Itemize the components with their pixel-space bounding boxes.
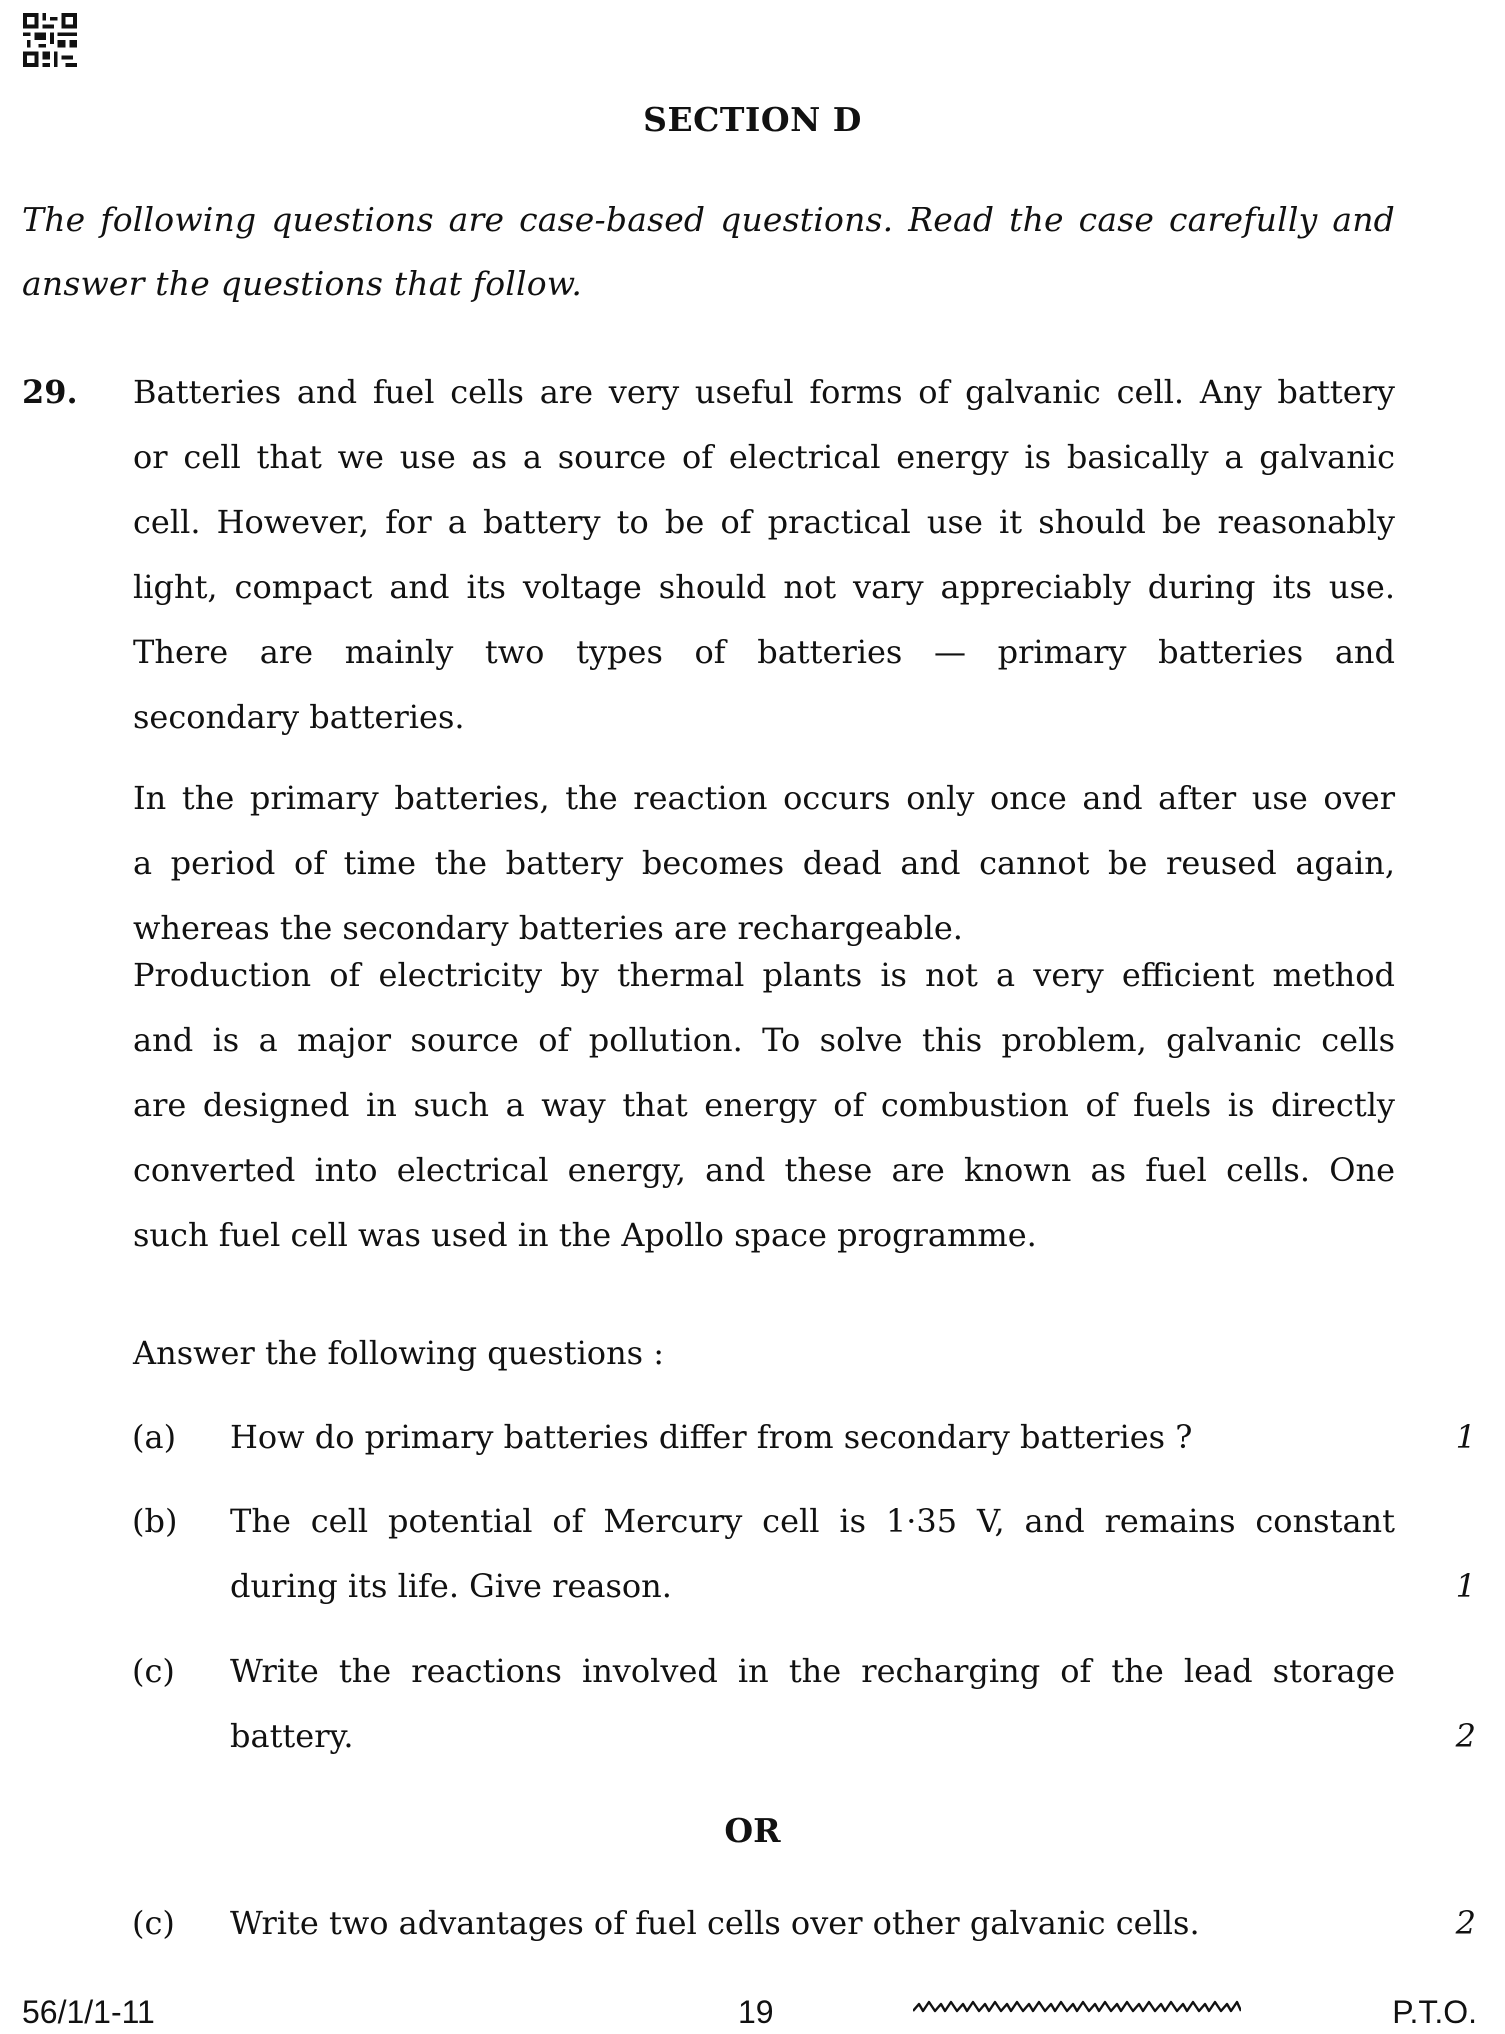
instructions-line-2: answer the questions that follow.: [22, 264, 583, 303]
text-line: Write two advantages of fuel cells over other galvanic cells.: [230, 1904, 1200, 1942]
qr-code-icon: [22, 13, 78, 67]
case-paragraph-1: [133, 360, 1395, 750]
text-line: whereas the secondary batteries are rechargeable.: [133, 909, 963, 947]
text-line: light, compact and its voltage should not vary appreciably during its use.: [133, 568, 1395, 606]
subquestion-c-label: (c): [132, 1652, 175, 1690]
subquestion-c-marks: 2: [1455, 1717, 1476, 1755]
text-line: In the primary batteries, the reaction occurs only once and after use over: [133, 779, 1395, 817]
question-number: 29.: [22, 373, 78, 411]
page-number: 19: [738, 1994, 774, 2030]
text-line: cell. However, for a battery to be of practical use it should be reasonably: [133, 503, 1395, 541]
alternative-c-text: [230, 1891, 1395, 1956]
answer-instruction: [133, 1321, 1395, 1386]
text-line: during its life. Give reason.: [230, 1567, 672, 1605]
instruction-text: Answer the following questions :: [133, 1334, 665, 1372]
text-line: How do primary batteries differ from secondary batteries ?: [230, 1418, 1193, 1456]
text-line: battery.: [230, 1717, 354, 1755]
paper-code: 56/1/1-11: [22, 1994, 155, 2030]
text-line: Production of electricity by thermal plants is not a very efficient method: [133, 956, 1395, 994]
instructions-line-1: The following questions are case-based questions. Read the case carefully and: [22, 200, 1395, 239]
subquestion-a-marks: 1: [1455, 1418, 1476, 1456]
subquestion-c-text: [230, 1639, 1395, 1769]
case-paragraph-3: [133, 943, 1395, 1268]
alternative-c-label: (c): [132, 1904, 175, 1942]
text-line: such fuel cell was used in the Apollo space programme.: [133, 1216, 1037, 1254]
please-turn-over-label: P.T.O.: [1392, 1994, 1477, 2030]
subquestion-a-text: [230, 1405, 1395, 1470]
wavy-line-decoration-icon: [913, 1996, 1241, 2018]
text-line: Batteries and fuel cells are very useful forms of galvanic cell. Any battery: [133, 373, 1395, 411]
subquestion-b-text: [230, 1489, 1395, 1619]
subquestion-b-label: (b): [132, 1502, 178, 1540]
text-line: a period of time the battery becomes dead and cannot be reused again,: [133, 844, 1395, 882]
text-line: Write the reactions involved in the recharging of the lead storage: [230, 1652, 1395, 1690]
or-separator: OR: [724, 1811, 781, 1850]
subquestion-a-label: (a): [132, 1418, 177, 1456]
section-instructions: [22, 188, 1395, 316]
text-line: and is a major source of pollution. To solve this problem, galvanic cells: [133, 1021, 1395, 1059]
alternative-c-marks: 2: [1455, 1904, 1476, 1942]
text-line: secondary batteries.: [133, 698, 465, 736]
text-line: The cell potential of Mercury cell is 1·35 V, and remains constant: [230, 1502, 1395, 1540]
subquestion-b-marks: 1: [1455, 1567, 1476, 1605]
section-title: SECTION D: [643, 100, 862, 139]
text-line: There are mainly two types of batteries — primary batteries and: [133, 633, 1395, 671]
case-paragraph-2: [133, 766, 1395, 961]
text-line: are designed in such a way that energy of combustion of fuels is directly: [133, 1086, 1395, 1124]
text-line: converted into electrical energy, and these are known as fuel cells. One: [133, 1151, 1395, 1189]
text-line: or cell that we use as a source of electrical energy is basically a galvanic: [133, 438, 1395, 476]
